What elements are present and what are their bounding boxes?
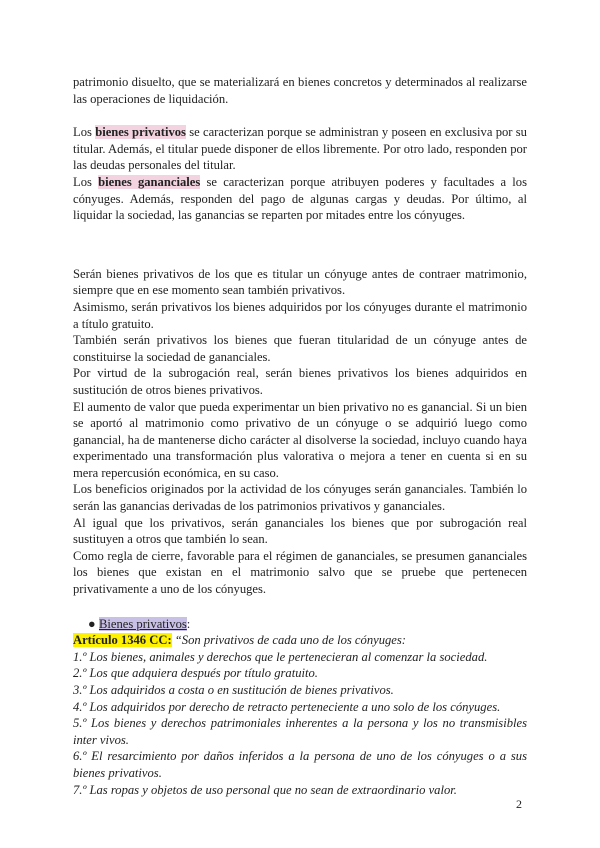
- spacer: [73, 598, 527, 616]
- article-item: 3.º Los adquiridos a costa o en sustitución de bienes privativos.: [73, 683, 394, 697]
- article-item: 5.º Los bienes y derechos patrimoniales inherentes a la persona y los no transmisibles inter vivos.: [73, 716, 527, 747]
- page-content: [73, 74, 527, 798]
- paragraph-body: se caracterizan porque se administran y poseen en exclusiva por su titular. Además, el titular puede disponer de ellos libremente. Por otro lado, responden por las deudas personales del titular.: [73, 125, 527, 173]
- paragraph: Serán bienes privativos de los que es titular un cónyuge antes de contraer matrimonio, siempre que en ese momento sean también privativos.: [73, 266, 527, 298]
- paragraph: El aumento de valor que pueda experimentar un bien privativo no es ganancial. Si un bien se aportó al matrimonio como privativo de un cónyuge o se adquirió luego como ganancial, ha de mantenerse dicho carácter al disolverse la sociedad, incluyo cuando haya experimentado una transformación plus valorativa o mejora a tener en cuenta si en su mera repercusión económica, en su caso.: [73, 399, 527, 480]
- article-item: 2.º Los que adquiera después por título gratuito.: [73, 666, 318, 681]
- highlight-bienes-privativos: bienes privativos: [95, 125, 186, 140]
- bullet-suffix: :: [186, 616, 191, 631]
- spacer: [73, 107, 527, 124]
- paragraph-bienes-gananciales: [73, 174, 527, 224]
- paragraph-prefix: Los: [73, 174, 99, 189]
- paragraph-prefix: Los: [73, 125, 96, 140]
- spacer: [73, 224, 527, 266]
- bullet-icon: ●: [88, 616, 96, 631]
- paragraph: Por virtud de la subrogación real, serán bienes privativos los bienes adquiridos en sustitución de otros bienes privativos.: [73, 366, 527, 397]
- paragraph-body: se caracterizan porque atribuyen poderes y facultades a los cónyuges. Además, responden del pago de algunas cargas y deudas. Por último, al liquidar la sociedad, las ganancias se reparten por mitades entre los cónyuges.: [73, 174, 528, 223]
- bullet-label: Bienes privativos: [99, 616, 187, 631]
- paragraph: Como regla de cierre, favorable para el régimen de gananciales, se presumen gananciales los bienes que existan en el matrimonio salvo que se pruebe que pertenecen privativamente a uno de los cónyuges.: [73, 548, 527, 597]
- article-item: 1.º Los bienes, animales y derechos que le pertenecieran al comenzar la sociedad.: [73, 649, 488, 664]
- paragraph-bienes-privativos: [73, 124, 527, 174]
- article-item: 7.º Las ropas y objetos de uso personal que no sean de extraordinario valor.: [73, 782, 457, 797]
- paragraph: Asimismo, serán privativos los bienes adquiridos por los cónyuges durante el matrimonio a título gratuito.: [73, 299, 527, 331]
- highlight-bienes-gananciales: bienes gananciales: [98, 174, 201, 189]
- article-heading: [73, 632, 527, 649]
- paragraph-intro: patrimonio disuelto, que se materializará en bienes concretos y determinados al realizarse las operaciones de liquidación.: [73, 75, 527, 106]
- article-item: 6.º El resarcimiento por daños inferidos a la persona de uno de los cónyuges o a sus bienes privativos.: [73, 749, 527, 780]
- page-number: 2: [516, 797, 522, 811]
- paragraph: También serán privativos los bienes que fueran titularidad de un cónyuge antes de constituirse la sociedad de gananciales.: [73, 333, 527, 364]
- article-ref: Artículo 1346 CC:: [73, 633, 172, 648]
- article-item: 4.º Los adquiridos por derecho de retracto perteneciente a uno solo de los cónyuges.: [73, 699, 501, 714]
- paragraph: Al igual que los privativos, serán gananciales los bienes que por subrogación real sustituyen a otros que también lo sean.: [73, 515, 527, 547]
- article-intro: “Son privativos de cada uno de los cónyuges:: [171, 633, 406, 648]
- bullet-bienes-privativos: [73, 616, 527, 633]
- paragraph: Los beneficios originados por la actividad de los cónyuges serán gananciales. También lo serán las ganancias derivadas de los patrimonios privativos y gananciales.: [73, 482, 527, 514]
